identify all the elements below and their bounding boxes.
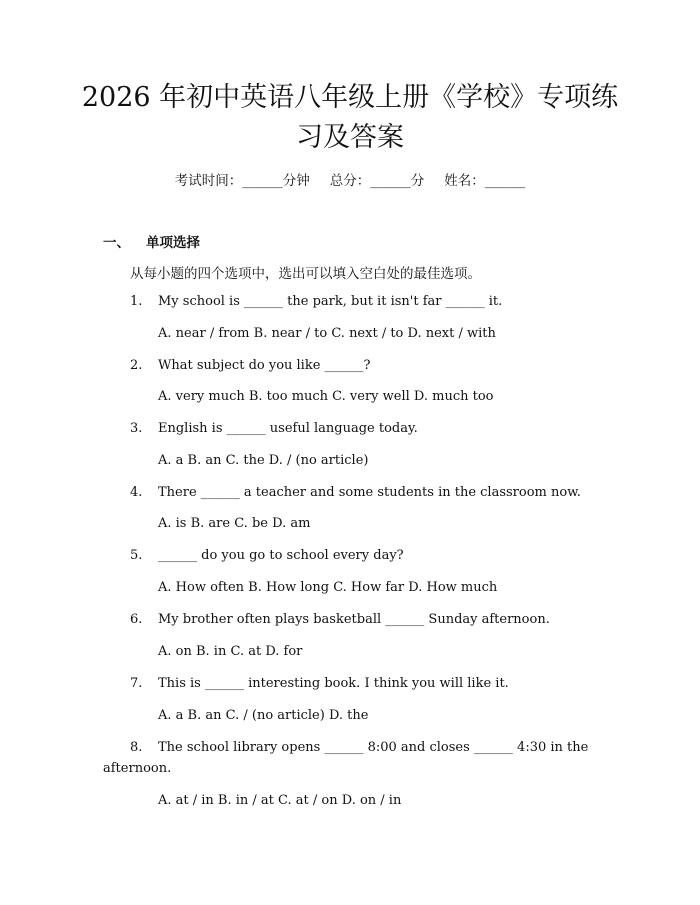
question-number: 7. — [130, 676, 143, 691]
question-stem: The school library opens ______ 8:00 and closes ______ 4:30 in the afternoon. — [103, 740, 589, 776]
title-line-1: 2026 年初中英语八年级上册《学校》专项练 — [81, 82, 619, 113]
question-stem: There ______ a teacher and some students in the classroom now. — [158, 485, 581, 500]
question-number: 6. — [130, 612, 143, 627]
question-number: 1. — [130, 294, 143, 309]
question-3-options: A. a B. an C. the D. / (no article) — [158, 453, 369, 468]
question-2-options: A. very much B. too much C. very well D. much too — [158, 389, 494, 404]
question-8-options: A. at / in B. in / at C. at / on D. on / in — [158, 793, 402, 808]
document-title — [60, 78, 640, 158]
question-number: 4. — [130, 485, 143, 500]
instructions: 从每小题的四个选项中，选出可以填入空白处的最佳选项。 — [130, 266, 481, 282]
question-stem: English is ______ useful language today. — [158, 421, 418, 436]
question-stem: ______ do you go to school every day? — [158, 548, 404, 563]
question-4 — [130, 485, 581, 500]
question-stem: My school is ______ the park, but it isn't far ______ it. — [158, 294, 503, 309]
section-heading — [103, 231, 200, 251]
question-1 — [130, 294, 502, 309]
question-7-options: A. a B. an C. / (no article) D. the — [158, 708, 369, 723]
question-5-options: A. How often B. How long C. How far D. How much — [158, 580, 498, 595]
question-1-options: A. near / from B. near / to C. next / to D. next / with — [158, 326, 496, 341]
exam-time: 考试时间：______分钟 — [174, 173, 310, 189]
student-name: 姓名：______ — [444, 173, 526, 189]
question-2 — [130, 358, 371, 373]
question-6-options: A. on B. in C. at D. for — [158, 644, 303, 659]
question-stem: What subject do you like ______? — [158, 358, 371, 373]
question-3 — [130, 421, 418, 436]
question-6 — [130, 612, 550, 627]
question-number: 2. — [130, 358, 143, 373]
question-number: 8. — [130, 740, 143, 755]
question-stem: This is ______ interesting book. I think you will like it. — [158, 676, 509, 691]
question-4-options: A. is B. are C. be D. am — [158, 516, 311, 531]
exam-meta — [0, 169, 700, 189]
question-8 — [103, 737, 591, 779]
title-line-2: 习及答案 — [296, 122, 404, 153]
question-7 — [130, 676, 509, 691]
question-stem: My brother often plays basketball ______ Sunday afternoon. — [158, 612, 550, 627]
question-number: 3. — [130, 421, 143, 436]
total-score: 总分：______分 — [329, 173, 425, 189]
section-number: 一、 — [103, 235, 130, 251]
question-number: 5. — [130, 548, 143, 563]
question-5 — [130, 548, 404, 563]
section-title: 单项选择 — [146, 235, 200, 251]
